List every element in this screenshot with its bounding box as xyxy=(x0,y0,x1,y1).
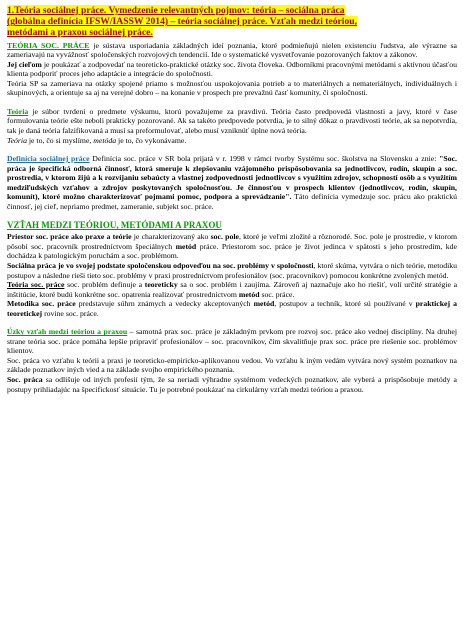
ciel-paragraph xyxy=(7,60,457,79)
uzky-paragraph-3: Soc. práca sa odlišuje od iných profesií tým, že sa neriadi výhradne systémom vedeckých poznatkov, ale vyberá a prispôsobuje metódy a postupy prihliadajúc na špecifickosť situácie. Tu je potrebné poukázať na cirkulárny vzťah medzi teóriou a praxou. xyxy=(7,375,457,394)
teoria-paragraph xyxy=(7,107,457,136)
document-title xyxy=(7,5,457,39)
definicia-rest: Táto definícia vymedzuje soc. prácu ako praktickú činnosť, jej cieľ, nepriamo predmet, zameranie, subjekt soc. práce. xyxy=(7,192,457,211)
title-line-3: metódami a praxou sociálnej práce. xyxy=(7,27,153,39)
definicia-term: Definícia sociálnej práce xyxy=(7,154,90,164)
definicia-quote: "Soc. práca je špecifická odborná činnosť, ktorá smeruje k zlepšovaniu vzájomného prispôsobovania sa jednotlivcov, rodín, skupín a soc. prostredia, v ktorom žijú a k rozvíjaniu sebaúcty a vlastnej zodpovednosti jednotlivcov s využitím zdrojov, schopností osôb a s využitím medziľudských vzťahov a zdrojov poskytovaných spoločnosťou. Je činnosťou v prospech klientov (jednotlivcov, rodín, skupín, komunít), ktoré možno charakterizovať pojmami pomoc, podpora a sprevádzanie". xyxy=(7,154,457,202)
uzky-term: Úzky vzťah medzi teóriou a praxou xyxy=(7,327,128,337)
teoria-metoda-line: Teória je to, čo si myslíme, metóda je to, čo vykonávame. xyxy=(7,135,187,145)
vztah-paragraph-4: Metodika soc. práce predstavuje súhrn známych a vedecky akceptovaných metód, postupov a techník, ktoré sú používané v praktickej a teoretickej rovine soc. práce. xyxy=(7,299,457,318)
ciel-label: Jej cieľom xyxy=(7,59,42,69)
title-line-2: (globálna definícia IFSW/IASSW 2014) – teória sociálnej práce. Vzťah medzi teóriou, xyxy=(7,16,358,28)
metoda-italic: metóda xyxy=(93,135,117,145)
teoria-sp-text: je sústava usporiadania základných ideí poznania, ktoré podmieňujú nielen existenciu ľudstva, ale výrazne sa zameriavajú na vyvážnosť spoločenských rozvojových tendencií. Ide o systematické vysvetľovanie pozorovaných faktov a zákonov. xyxy=(7,40,458,60)
teoria-sp-term: TEÓRIA SOC. PRÁCE xyxy=(7,40,90,50)
vztah-paragraph-2: Sociálna práca je vo svojej podstate spoločenskou odpoveďou na soc. problémy v spoločnosti, ktoré skúma, vytvára o nich teórie, metodiku postupov a následne rieši tieto soc. problémy v praxi prostredníctvom profesionálov (soc. pracovníkov) pomocou konkrétne zvolených metód. xyxy=(7,261,457,280)
uzky-paragraph-2: Soc. práca vo vzťahu k teórii a praxi je teoreticko-empiricko-aplikovanou vedou. Vo vzťahu k iným vedám vytvára nový systém poznatkov na základe poznatkov iných vied a na základe svojho empirického poznania. xyxy=(7,355,457,375)
teoria-italic: Teória xyxy=(7,135,27,145)
vztah-heading: VZŤAH MEDZI TEÓRIOU, METÓDAMI A PRAXOU xyxy=(7,220,222,231)
definicia-intro: Definícia soc. práce v SR bola prijatá v r. 1998 v rámci tvorby Systému soc. školstva na Slovensku a znie: xyxy=(89,154,440,164)
teoria-term: Teória xyxy=(7,106,29,116)
definicia-paragraph xyxy=(7,154,457,211)
vztah-paragraph-3: Teória soc. práce soc. problém definuje a teoreticky sa o soc. problém i zaujíma. Zároveň aj naznačuje ako ho riešiť, volí určité stratégie a inštitúcie, ktoré budú konkrétne soc. opatrenia realizovať prostredníctvom metód soc. práce. xyxy=(7,280,458,299)
teoria-sp-potreby-paragraph: Teória SP sa zameriava na otázky spojené priamo s možnosťou uspokojovania potrieb a to materiálnych a nemateriálnych, individuálnych i skupinových, a orientuje sa aj na verejné dobro – na konanie v prospech pre prevažnú časť komunity, či spoločnosti. xyxy=(7,78,457,98)
title-line-1: 1.Teória sociálnej práce. Vymedzenie relevantných pojmov: teória – sociálna práca xyxy=(7,5,345,16)
uzky-paragraph-1: Úzky vzťah medzi teóriou a praxou – samotná prax soc. práce je základným prvkom pre rozvoj soc. práce ako vednej disciplíny. Na druhej strane teória soc. práce pomáha lepšie pripraviť profesionálov – soc. pracovníkov, čím skvalitňuje prax soc. práce pre riešenie soc. problémov klientov. xyxy=(7,327,457,356)
document-page xyxy=(7,5,457,394)
vztah-paragraph-1: Priestor soc. práce ako praxe a teórie je charakterizovaný ako soc. pole, ktoré je veľmi zložité a rôznorodé. Soc. pole je prostredie, v ktorom pôsobí soc. pracovník prostredníctvom špeciálnych metód práce. Priestorom soc. práce je život jedinca v spätosti s jeho prostredím, kde dochádza k patologickým poruchám a soc. problémom. xyxy=(7,232,458,261)
teoria-sp-paragraph xyxy=(7,41,457,60)
teoria-text: je súbor tvrdení o predmete výskumu, ktorú považujeme za pravdivú. Teória často predpovedá vlastnosti a javy, ktoré v čase formulovania teórie ešte neboli prakticky pozorované. Ak sa takéto predpovede potvrdia, je to silný dôkaz o pravdivosti teórie, ak sa nepotvrdia, tak je daná teória falzifikovaná a musí sa preformulovať, alebo musí vzniknúť úplne nová teória. xyxy=(7,106,457,135)
ciel-text: je poukázať a zodpovedať na teoreticko-praktické otázky soc. života človeka. Odborníkmi pracovnými metódami s aktívnou účasťou klienta podporiť proces jeho adaptácie a integrácie do spoločnosti. xyxy=(7,59,457,79)
